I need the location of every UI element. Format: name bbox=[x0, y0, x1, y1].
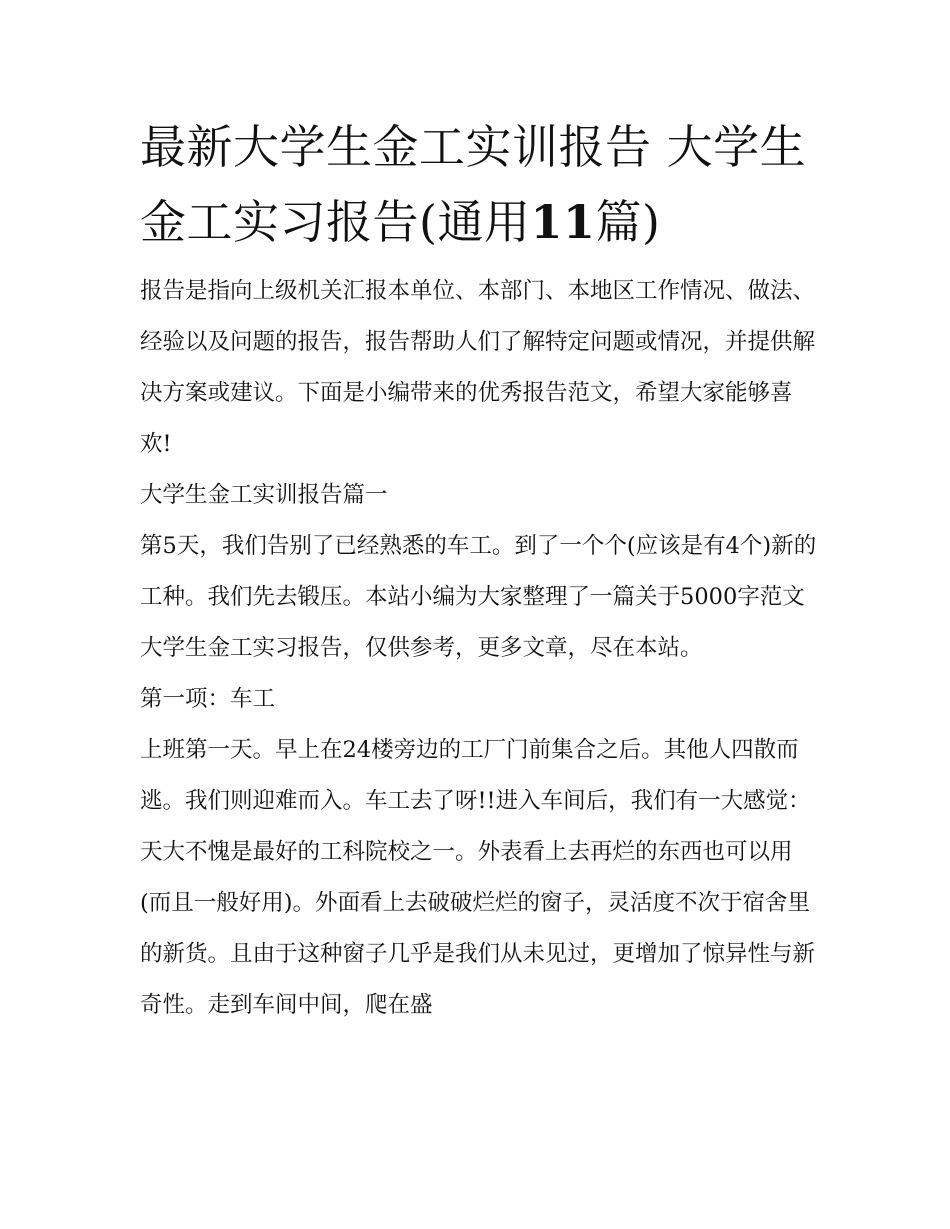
section-heading: 大学生金工实训报告篇一 bbox=[140, 482, 388, 508]
title-text: 最新大学生金工实训报告 大学生金工实习报告(通用 bbox=[140, 120, 807, 249]
title-suffix: 篇) bbox=[595, 195, 661, 249]
title-number: 11 bbox=[530, 195, 596, 249]
body-paragraph-2: 上班第一天。早上在24楼旁边的工厂门前集合之后。其他人四散而逃。我们则迎难而入。车工去了呀!!进入车间后，我们有一大感觉：天大不愧是最好的工科院校之一。外表看上去再烂的东西也可以用(而且一般好用)。外面看上去破破烂烂的窗子，灵活度不次于宿舍里的新货。且由于这种窗子几乎是我们从未见过，更增加了惊异性与新奇性。走到车间中间，爬在盛 bbox=[140, 737, 816, 1018]
body-paragraph-1: 第5天，我们告别了已经熟悉的车工。到了一个个(应该是有4个)新的工种。我们先去锻压。本站小编为大家整理了一篇关于5000字范文大学生金工实习报告，仅供参考，更多文章，尽在本站。 bbox=[140, 533, 817, 661]
document-page bbox=[140, 110, 820, 1031]
item-heading: 第一项：车工 bbox=[140, 686, 276, 712]
document-title bbox=[140, 110, 820, 260]
intro-paragraph: 报告是指向上级机关汇报本单位、本部门、本地区工作情况、做法、经验以及问题的报告，报告帮助人们了解特定问题或情况，并提供解决方案或建议。下面是小编带来的优秀报告范文，希望大家能够喜欢! bbox=[140, 278, 816, 457]
